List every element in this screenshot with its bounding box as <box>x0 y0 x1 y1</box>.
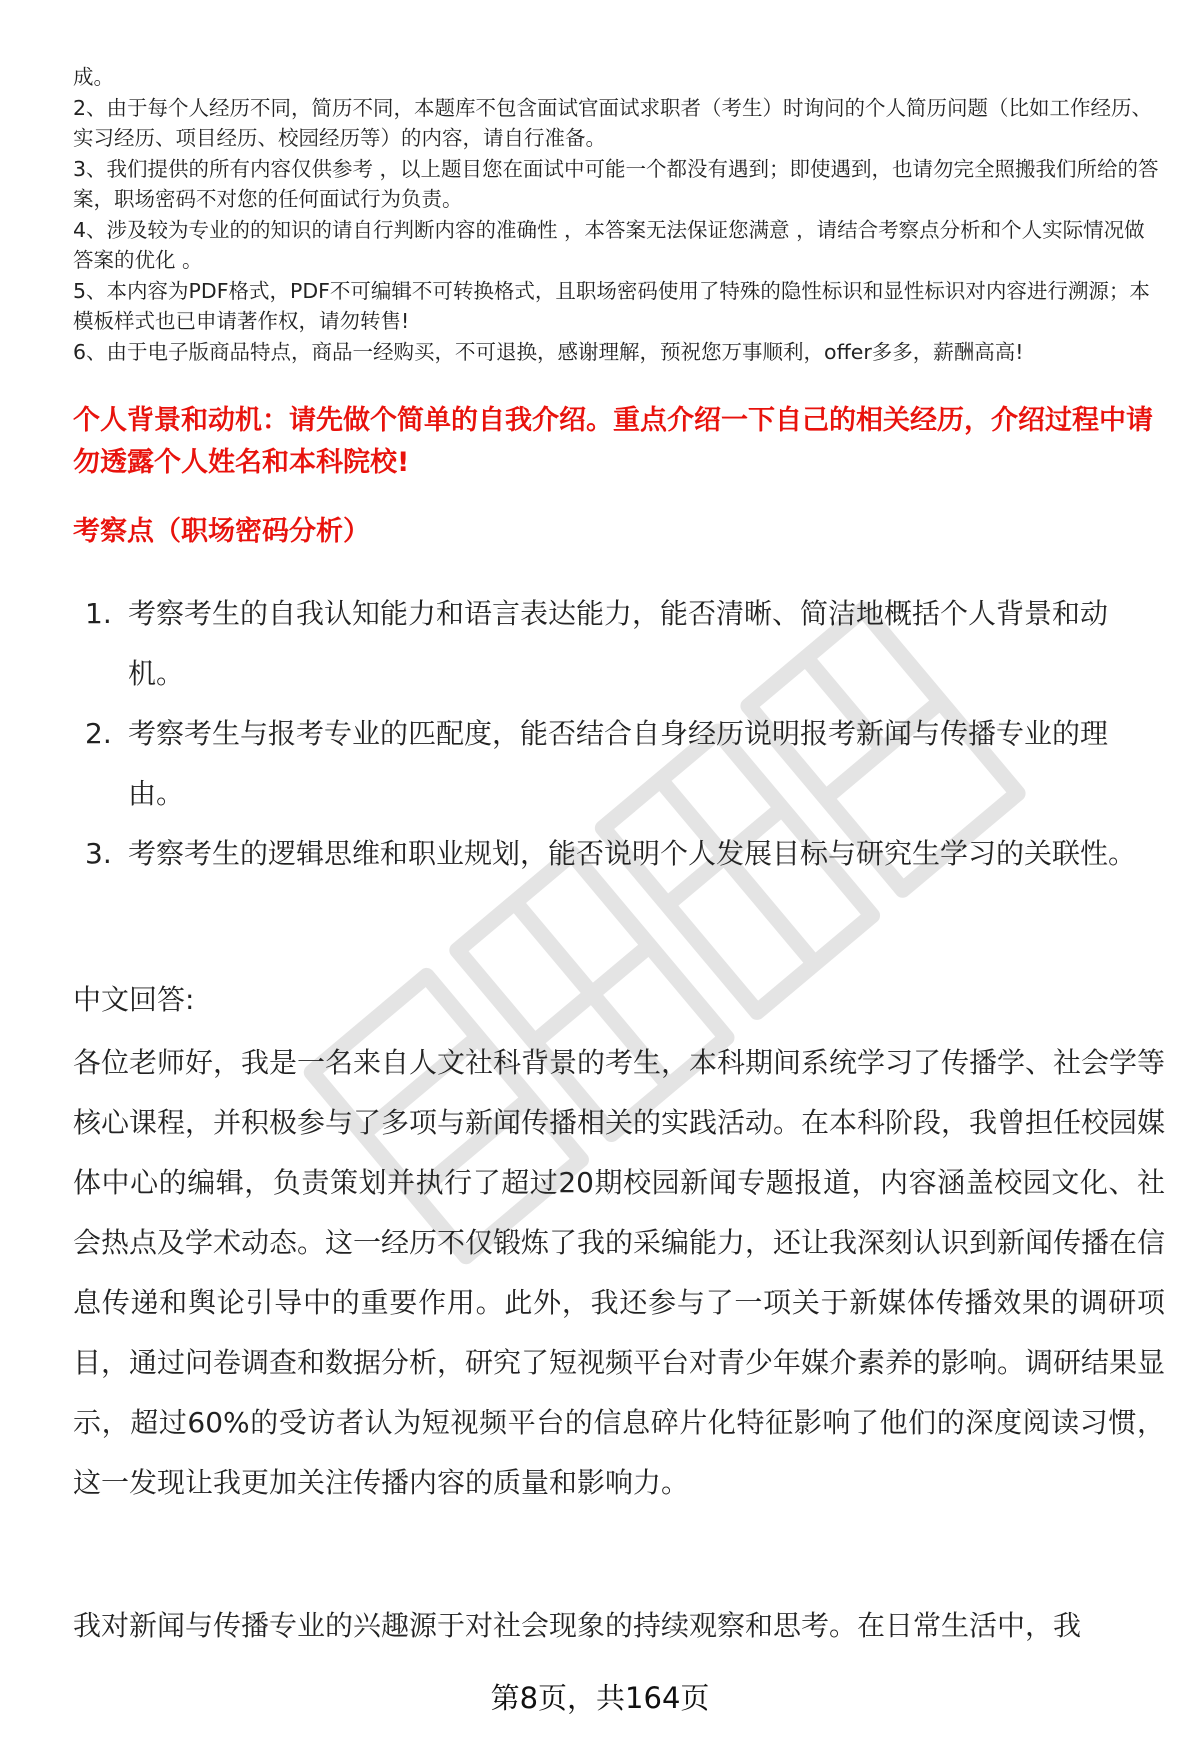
note-2: 2、由于每个人经历不同，简历不同，本题库不包含面试官面试求职者（考生）时询问的个人简历问题（比如工作经历、实习经历、项目经历、校园经历等）的内容，请自行准备。 <box>73 95 1153 150</box>
point-number: 1. <box>85 597 112 630</box>
page-number: 第8页，共164页 <box>490 1681 710 1715</box>
assessment-points-list <box>73 584 1163 884</box>
assessment-point <box>73 584 1163 704</box>
notes-block <box>73 62 1163 367</box>
note-4: 4、涉及较为专业的的知识的请自行判断内容的准确性 ，本答案无法保证您满意 ，请结合考察点分析和个人实际情况做答案的优化 。 <box>73 217 1145 272</box>
answer-paragraph-2: 我对新闻与传播专业的兴趣源于对社会现象的持续观察和思考。在日常生活中，我 <box>73 1609 1082 1642</box>
note-5: 5、本内容为PDF格式，PDF不可编辑不可转换格式，且职场密码使用了特殊的隐性标识和显性标识对内容进行溯源；本模板样式也已申请著作权，请勿转售! <box>73 278 1150 333</box>
answer-label: 中文回答: <box>73 983 195 1016</box>
interview-question: 个人背景和动机：请先做个简单的自我介绍。重点介绍一下自己的相关经历，介绍过程中请勿透露个人姓名和本科院校! <box>73 405 1153 478</box>
note-6: 6、由于电子版商品特点，商品一经购买，不可退换，感谢理解，预祝您万事顺利，offer多多，薪酬高高! <box>73 339 1024 364</box>
point-text: 考察考生与报考专业的匹配度，能否结合自身经历说明报考新闻与传播专业的理由。 <box>128 717 1109 810</box>
assessment-point <box>73 704 1163 824</box>
answer-paragraph-1: 各位老师好，我是一名来自人文社科背景的考生，本科期间系统学习了传播学、社会学等核心课程，并积极参与了多项与新闻传播相关的实践活动。在本科阶段，我曾担任校园媒体中心的编辑，负责策划并执行了超过20期校园新闻专题报道，内容涵盖校园文化、社会热点及学术动态。这一经历不仅锻炼了我的采编能力，还让我深刻认识到新闻传播在信息传递和舆论引导中的重要作用。此外，我还参与了一项关于新媒体传播效果的调研项目，通过问卷调查和数据分析，研究了短视频平台对青少年媒介素养的影响。调研结果显示，超过60%的受访者认为短视频平台的信息碎片化特征影响了他们的深度阅读习惯，这一发现让我更加关注传播内容的质量和影响力。 <box>73 1046 1166 1499</box>
assessment-point <box>73 824 1163 884</box>
note-3: 3、我们提供的所有内容仅供参考 ，以上题目您在面试中可能一个都没有遇到；即使遇到，也请勿完全照搬我们所给的答案，职场密码不对您的任何面试行为负责。 <box>73 156 1159 211</box>
point-text: 考察考生的自我认知能力和语言表达能力，能否清晰、简洁地概括个人背景和动机。 <box>128 597 1109 690</box>
note-line-continuation: 成。 <box>73 65 114 89</box>
assessment-points-title: 考察点（职场密码分析） <box>73 516 370 547</box>
point-number: 2. <box>85 717 112 750</box>
point-number: 3. <box>85 837 112 870</box>
point-text: 考察考生的逻辑思维和职业规划，能否说明个人发展目标与研究生学习的关联性。 <box>128 837 1137 870</box>
